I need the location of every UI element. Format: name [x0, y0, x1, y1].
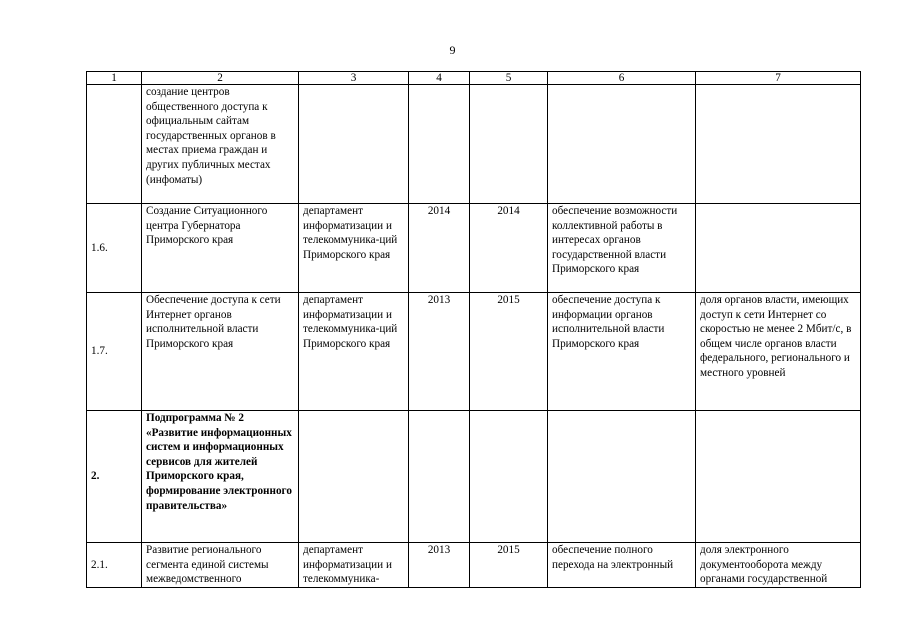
measure-cell: Развитие регионального сегмента единой системы межведомственного	[142, 543, 299, 588]
page-number: 9	[449, 43, 456, 57]
result-cell	[548, 411, 696, 543]
table-row	[87, 85, 861, 204]
indicator-cell	[696, 85, 861, 204]
result-cell: обеспечение полного перехода на электронный	[548, 543, 696, 588]
indicator-cell: доля электронного документооборота между органами государственной	[696, 543, 861, 588]
row-number	[87, 85, 142, 204]
row-number: 1.6.	[87, 204, 142, 293]
end-year-cell: 2014	[470, 204, 548, 293]
column-header: 4	[409, 72, 470, 85]
start-year-cell	[409, 85, 470, 204]
column-number-row	[87, 72, 861, 85]
start-year-cell: 2013	[409, 293, 470, 411]
measure-cell: Обеспечение доступа к сети Интернет органов исполнительной власти Приморского края	[142, 293, 299, 411]
subprogram-title-cell: Подпрограмма № 2 «Развитие информационных систем и информационных сервисов для жителей Приморского края, формирование электронного правительства»	[142, 411, 299, 543]
row-number: 2.	[87, 411, 142, 543]
program-measures-table	[86, 71, 861, 588]
start-year-cell: 2014	[409, 204, 470, 293]
start-year-cell: 2013	[409, 543, 470, 588]
row-number: 1.7.	[87, 293, 142, 411]
measure-cell: создание центров общественного доступа к официальным сайтам государственных органов в местах приема граждан и других публичных местах (инфоматы)	[142, 85, 299, 204]
table-row	[87, 411, 861, 543]
executor-cell	[299, 411, 409, 543]
indicator-cell	[696, 411, 861, 543]
result-cell: обеспечение возможности коллективной работы в интересах органов государственной власти Приморского края	[548, 204, 696, 293]
table-row	[87, 293, 861, 411]
column-header: 6	[548, 72, 696, 85]
column-header: 3	[299, 72, 409, 85]
column-header: 2	[142, 72, 299, 85]
result-cell: обеспечение доступа к информации органов исполнительной власти Приморского края	[548, 293, 696, 411]
end-year-cell	[470, 85, 548, 204]
end-year-cell: 2015	[470, 293, 548, 411]
start-year-cell	[409, 411, 470, 543]
end-year-cell	[470, 411, 548, 543]
executor-cell: департамент информатизации и телекоммуника-ций Приморского края	[299, 293, 409, 411]
result-cell	[548, 85, 696, 204]
executor-cell: департамент информатизации и телекоммуника-	[299, 543, 409, 588]
row-number: 2.1.	[87, 543, 142, 588]
measure-cell: Создание Ситуационного центра Губернатора Приморского края	[142, 204, 299, 293]
executor-cell	[299, 85, 409, 204]
end-year-cell: 2015	[470, 543, 548, 588]
indicator-cell	[696, 204, 861, 293]
column-header: 1	[87, 72, 142, 85]
table-row	[87, 543, 861, 588]
column-header: 5	[470, 72, 548, 85]
table-row	[87, 204, 861, 293]
indicator-cell: доля органов власти, имеющих доступ к сети Интернет со скоростью не менее 2 Мбит/с, в общем числе органов власти федерального, регионального и местного уровней	[696, 293, 861, 411]
executor-cell: департамент информатизации и телекоммуника-ций Приморского края	[299, 204, 409, 293]
column-header: 7	[696, 72, 861, 85]
